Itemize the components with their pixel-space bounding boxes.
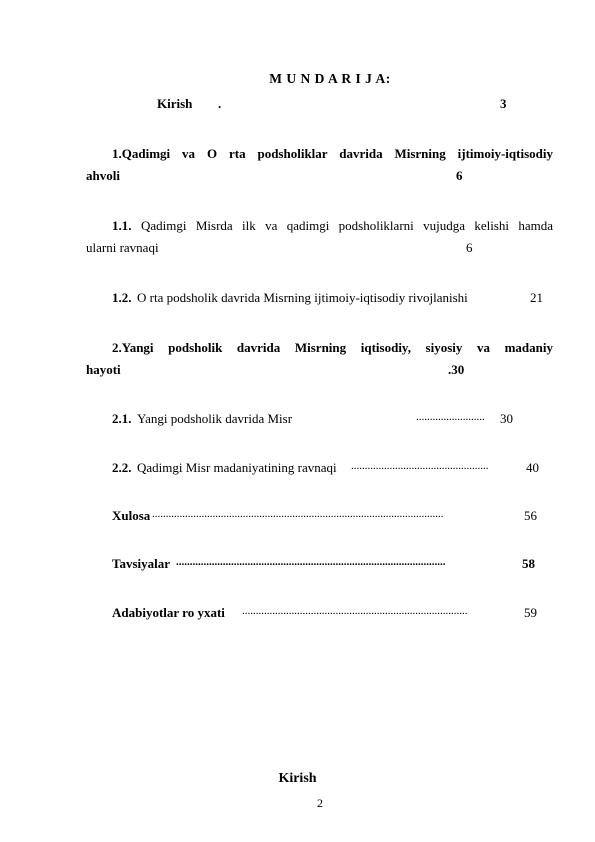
- toc-s11-title-line1: Qadimgi Misrda ilk va qadimgi podsholiklarni vujudga kelishi hamda: [141, 218, 553, 233]
- toc-ch1-title-line1: 1.Qadimgi va O rta podsholiklar davrida Misrning ijtimoiy-iqtisodiy: [112, 146, 553, 161]
- toc-s11-number: 1.1.: [112, 218, 132, 233]
- toc-ch1-page: 6: [456, 168, 463, 183]
- toc-intro-dot: .: [218, 96, 222, 111]
- toc-ch2-title-line1: 2.Yangi podsholik davrida Misrning iqtisodiy, siyosiy va madaniy: [112, 340, 553, 355]
- toc-title: M U N D A R I J A:: [269, 71, 391, 86]
- toc-s22-page: 40: [526, 460, 539, 475]
- toc-s22-number: 2.2.: [112, 460, 132, 475]
- toc-references-page: 59: [524, 605, 537, 620]
- toc-conclusion-page: 56: [524, 508, 537, 523]
- toc-recommendations-leader: ..................................................................................................: [176, 556, 446, 568]
- toc-recommendations-page: 58: [522, 556, 535, 571]
- toc-s22-leader: ..................................................: [351, 460, 489, 472]
- toc-s21-number: 2.1.: [112, 411, 132, 426]
- toc-recommendations-label: Tavsiyalar: [112, 556, 171, 571]
- toc-conclusion-leader: ..........................................................................................................: [152, 508, 444, 520]
- toc-s21-leader: .........................: [416, 411, 485, 423]
- toc-s11-title-line2: ularni ravnaqi: [86, 240, 159, 255]
- toc-ch1-title-line2: ahvoli: [86, 168, 120, 183]
- toc-s12-number: 1.2.: [112, 290, 132, 305]
- toc-s12-title: O rta podsholik davrida Misrning ijtimoiy-iqtisodiy rivojlanishi: [137, 290, 468, 305]
- toc-ch2-page: .30: [448, 362, 465, 377]
- toc-s22-title: Qadimgi Misr madaniyatining ravnaqi: [137, 460, 337, 475]
- page-number: 2: [317, 796, 323, 810]
- toc-s21-title: Yangi podsholik davrida Misr: [137, 411, 293, 426]
- toc-conclusion-label: Xulosa: [112, 508, 151, 523]
- toc-s21-page: 30: [500, 411, 513, 426]
- toc-s12-page: 21: [530, 290, 543, 305]
- toc-intro-page: 3: [500, 96, 507, 111]
- toc-intro-label: Kirish: [157, 96, 193, 111]
- toc-s11-page: 6: [466, 240, 473, 255]
- toc-references-label: Adabiyotlar ro yxati: [112, 605, 225, 620]
- next-section-heading: Kirish: [278, 771, 317, 786]
- toc-ch2-title-line2: hayoti: [86, 362, 121, 377]
- toc-references-leader: ..................................................................................: [242, 605, 468, 617]
